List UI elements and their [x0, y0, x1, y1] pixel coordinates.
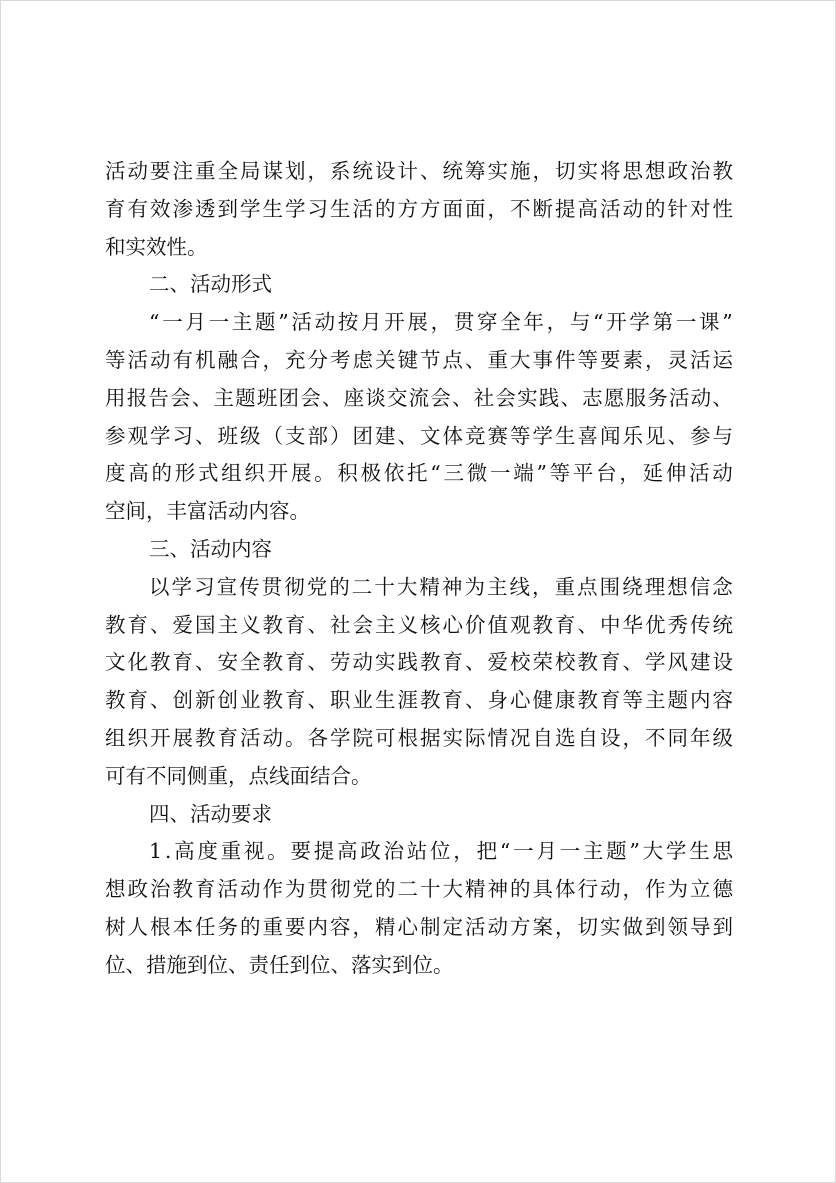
document-body: [105, 153, 733, 985]
text-line: 活 动 要 注 重 全 局 谋 划 ， 系 统 设 计 、 统 筹 实 施 ， 切 实 将 思 想 政 治 教: [105, 159, 733, 183]
text-line: 三 、 活 动 内 容: [149, 536, 272, 561]
text-line: 可 有 不 同 侧 重 ， 点 线 面 结 合 。: [105, 763, 372, 788]
text-line: 参 观 学 习 、 班 级 （ 支 部 ） 团 建 、 文 体 竞 赛 等 学 生 喜 闻 乐 见 、 参 与: [105, 423, 733, 448]
text-line: 文 化 教 育 、 安 全 教 育 、 劳 动 实 践 教 育 、 爱 校 荣 校 教 育 、 学 风 建 设: [105, 650, 733, 675]
text-line: 树 人 根 本 任 务 的 重 要 内 容 ， 精 心 制 定 活 动 方 案 ， 切 实 做 到 领 导 到: [105, 914, 733, 939]
text-line: 教 育 、 创 新 创 业 教 育 、 职 业 生 涯 教 育 、 身 心 健 康 教 育 等 主 题 内 容: [105, 688, 733, 713]
text-line: 二 、 活 动 形 式: [149, 272, 272, 297]
text-line: 和 实 效 性 。: [105, 234, 208, 259]
text-line: 以 学 习 宣 传 贯 彻 党 的 二 十 大 精 神 为 主 线 ， 重 点 围 绕 理 想 信 念: [149, 574, 733, 599]
text-line: 等 活 动 有 机 融 合 ， 充 分 考 虑 关 键 节 点 、 重 大 事 件 等 要 素 ， 灵 活 运: [105, 347, 733, 372]
text-line: “ 一 月 一 主 题 ” 活 动 按 月 开 展 ， 贯 穿 全 年 ， 与 “ 开 学 第 一 课 ”: [149, 310, 733, 335]
text-line: 1 . 高 度 重 视 。 要 提 高 政 治 站 位 ， 把 “ 一 月 一 主 题 ” 大 学 生 思: [149, 839, 733, 864]
text-line: 用 报 告 会 、 主 题 班 团 会 、 座 谈 交 流 会 、 社 会 实 践 、 志 愿 服 务 活 动 、: [105, 385, 733, 410]
text-line: 育 有 效 渗 透 到 学 生 学 习 生 活 的 方 方 面 面 ， 不 断 提 高 活 动 的 针 对 性: [105, 196, 733, 221]
text-line: 位 、 措 施 到 位 、 责 任 到 位 、 落 实 到 位 。: [105, 952, 454, 977]
text-line: 四 、 活 动 要 求: [149, 801, 272, 826]
text-line: 想 政 治 教 育 活 动 作 为 贯 彻 党 的 二 十 大 精 神 的 具 体 行 动 ， 作 为 立 德: [105, 877, 733, 902]
text-line: 教 育 、 爱 国 主 义 教 育 、 社 会 主 义 核 心 价 值 观 教 育 、 中 华 优 秀 传 统: [105, 612, 733, 637]
text-line: 度 高 的 形 式 组 织 开 展 。 积 极 依 托 “ 三 微 一 端 ” 等 平 台 ， 延 伸 活 动: [105, 461, 733, 486]
text-line: 空 间 ， 丰 富 活 动 内 容 。: [105, 499, 310, 524]
text-line: 组 织 开 展 教 育 活 动 。 各 学 院 可 根 据 实 际 情 况 自 选 自 设 ， 不 同 年 级: [105, 725, 733, 750]
